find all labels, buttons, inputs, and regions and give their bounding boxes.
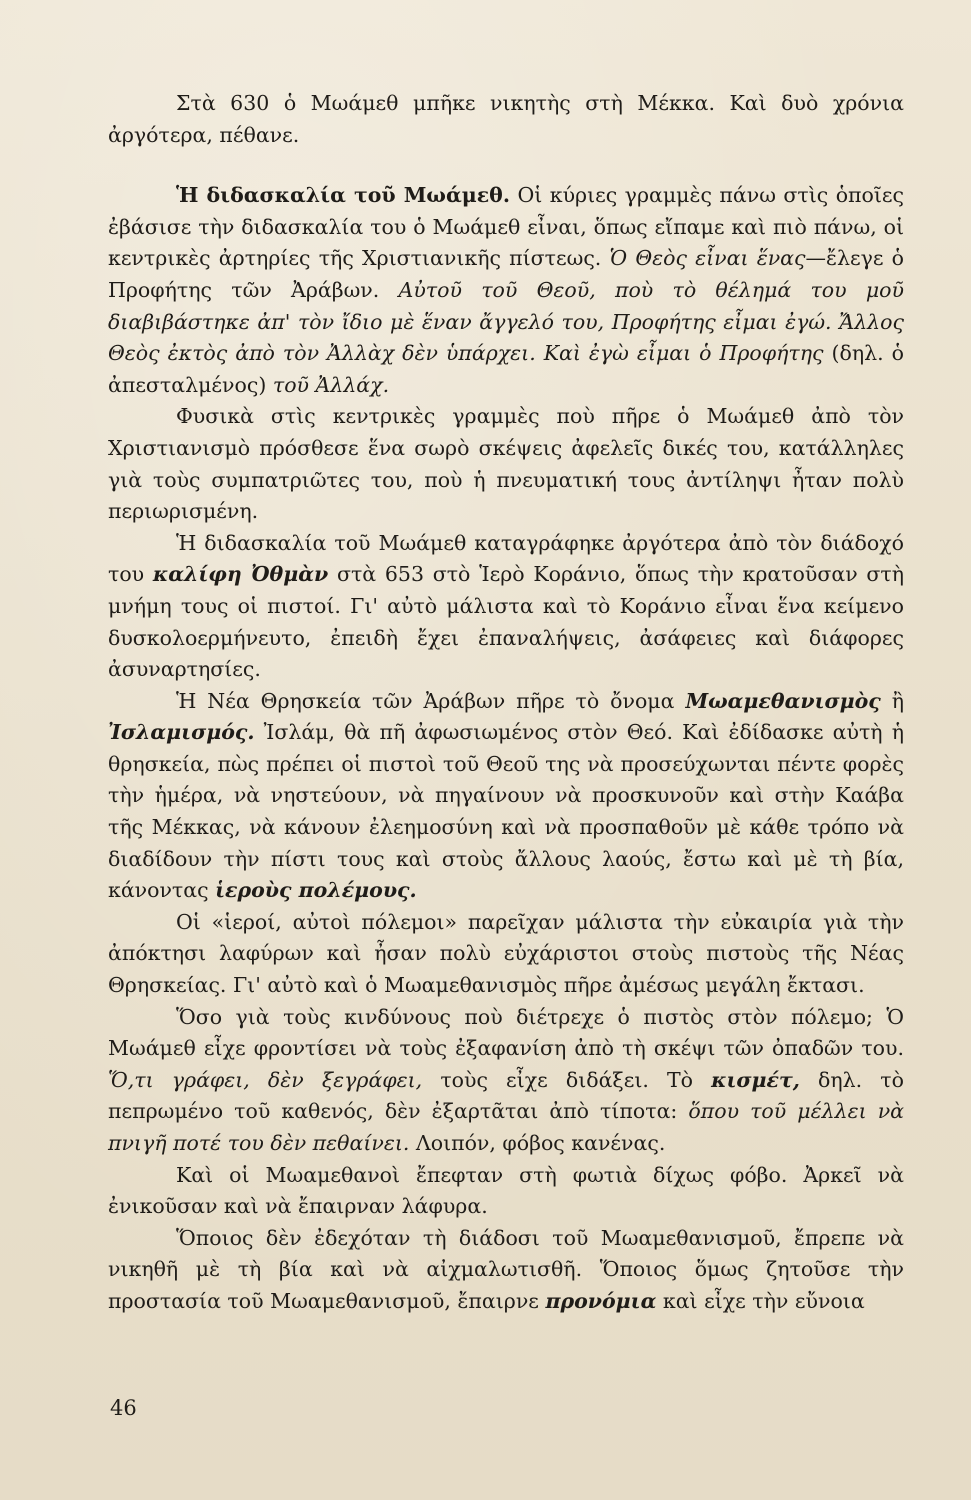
quote-run: Αὐτοῦ τοῦ Θεοῦ, ποὺ τὸ θέλημά του μοῦ διαβιβάστηκε ἀπ' τὸν ἴδιο μὲ ἕναν ἄγγελό του, Προφήτης εἶμαι ἐγώ. Ἄλλος Θεὸς ἐκτὸς ἀπὸ τὸν Ἀλλὰχ δὲν ὑπάρχει. Καὶ ἐγὼ εἶμαι ὁ Προφήτης [108,277,904,366]
paragraph-8 [108,1160,904,1223]
text-run: τοὺς εἶχε διδάξει. Τὸ [422,1067,712,1092]
text-run: (δηλ. ὁ ἀπεσταλμένος) [108,341,904,397]
page-number: 46 [110,1396,137,1420]
text-run: Καὶ οἱ Μωαμεθανοὶ ἔπεφταν στὴ φωτιὰ δίχως φόβο. Ἀρκεῖ νὰ ἐνικοῦσαν καὶ νὰ ἔπαιρναν λάφυρα. [108,1162,904,1219]
text-run: Ὅσο γιὰ τοὺς κινδύνους ποὺ διέτρεχε ὁ πιστὸς στὸν πόλεμο; Ὁ Μωάμεθ εἶχε φροντίσει νὰ τοὺς ἐξαφανίση ἀπὸ τὴ σκέψι τῶν ὀπαδῶν του. [108,1004,904,1061]
quote-run: τοῦ Ἀλλάχ. [272,372,390,397]
text-run: Οἱ «ἱεροί, αὐτοὶ πόλεμοι» παρεῖχαν μάλιστα τὴν εὐκαιρία γιὰ τὴν ἀπόκτησι λαφύρων καὶ ἦσαν πολὺ εὐχάριστοι στοὺς πιστοὺς τῆς Νέας Θρησκείας. Γι' αὐτὸ καὶ ὁ Μωαμεθανισμὸς πῆρε ἀμέσως μεγάλη ἔκτασι. [108,909,904,998]
section-heading: Ἡ διδασκαλία τοῦ Μωάμεθ. [176,183,510,208]
text-run: Ἡ Νέα Θρησκεία τῶν Ἀράβων πῆρε τὸ ὄνομα [176,688,686,713]
text-run: Ὅποιος δὲν ἐδεχόταν τὴ διάδοσι τοῦ Μωαμεθανισμοῦ, ἔπρεπε νὰ νικηθῆ μὲ τὴ βία καὶ νὰ αἰχμαλωτισθῆ. Ὅποιος ὅμως ζητοῦσε τὴν προστασία τοῦ Μωαμεθανισμοῦ, ἔπαιρνε [108,1225,904,1313]
emphasis-run: Ἰσλαμισμός. [108,720,255,745]
text-run: δηλ. τὸ πεπρωμένο τοῦ καθενός, δὲν ἐξαρτᾶται ἀπὸ τίποτα: [108,1067,904,1124]
emphasis-run: ἱεροὺς πολέμους. [215,878,417,903]
paragraph-1 [108,88,904,151]
text-run: Ἰσλάμ, θὰ πῆ ἀφωσιωμένος στὸν Θεό. Καὶ ἐδίδασκε αὐτὴ ἡ θρησκεία, πὼς πρέπει οἱ πιστοὶ τοῦ Θεοῦ της νὰ προσεύχωνται πέντε φορὲς τὴν ἡμέρα, νὰ νηστεύουν, νὰ πηγαίνουν νὰ προσκυνοῦν καὶ στὴν Καάβα τῆς Μέκκας, νὰ κάνουν ἐλεημοσύνη καὶ νὰ προσπαθοῦν μὲ κάθε τρόπο νὰ διαδίδουν τὴν πίστι τους καὶ στοὺς ἄλλους λαούς, ἔστω καὶ μὲ τὴ βία, κάνοντας [108,720,904,903]
emphasis-run: Μωαμεθανισμὸς [685,688,881,713]
text-run: ἢ [880,688,904,713]
paragraph-4 [108,528,904,686]
text-run: —ἔλεγε ὁ Προφήτης τῶν Ἀράβων. [108,246,904,302]
text-run: στὰ 653 στὸ Ἱερὸ Κοράνιο, ὅπως τὴν κρατοῦσαν στὴ μνήμη τους οἱ πιστοί. Γι' αὐτὸ μάλιστα καὶ τὸ Κοράνιο εἶναι ἕνα κείμενο δυσκολοερμήνευτο, ἐπειδὴ ἔχει ἐπαναλήψεις, ἀσάφειες καὶ διάφορες ἀσυναρτησίες. [108,562,904,682]
paragraph-9 [108,1223,904,1318]
paragraph-3 [108,401,904,527]
emphasis-run: κισμέτ, [711,1067,800,1092]
emphasis-run: καλίφη Ὀθμὰν [152,562,329,587]
text-run: καὶ εἶχε τὴν εὔνοια [656,1288,865,1313]
text-run: Φυσικὰ στὶς κεντρικὲς γραμμὲς ποὺ πῆρε ὁ Μωάμεθ ἀπὸ τὸν Χριστιανισμὸ πρόσθεσε ἕνα σωρὸ σκέψεις ἀφελεῖς δικές του, κατάλληλες γιὰ τοὺς συμπατριῶτες του, ποὺ ἡ πνευματική τους ἀντίληψι ἦταν πολὺ περιωρισμένη. [108,404,904,524]
emphasis-run: προνόμια [545,1288,657,1313]
paragraph-6 [108,907,904,1002]
text-run: Στὰ 630 ὁ Μωάμεθ μπῆκε νικητὴς στὴ Μέκκα. Καὶ δυὸ χρόνια ἀργότερα, πέθανε. [108,91,904,147]
text-run: Ἡ διδασκαλία τοῦ Μωάμεθ καταγράφηκε ἀργότερα ἀπὸ τὸν διάδοχό του [108,530,904,587]
body-text [108,88,904,1318]
text-run: Οἱ κύριες γραμμὲς πάνω στὶς ὁποῖες ἐβάσισε τὴν διδασκαλία του ὁ Μωάμεθ εἶναι, ὅπως εἴπαμε καὶ πιὸ πάνω, οἱ κεντρικὲς ἀρτηρίες τῆς Χριστιανικῆς πίστεως. [108,183,904,271]
text-run: Λοιπόν, φόβος κανένας. [409,1131,666,1155]
quote-run: Ὁ Θεὸς εἶναι ἕνας [609,246,806,271]
paragraph-2 [108,180,904,401]
quote-run: Ὅ,τι γράφει, δὲν ξεγράφει, [108,1067,423,1092]
quote-run: ὅπου τοῦ μέλλει νὰ πνιγῆ ποτέ του δὲν πεθαίνει. [108,1099,904,1155]
paragraph-7 [108,1002,904,1160]
paragraph-5 [108,686,904,907]
